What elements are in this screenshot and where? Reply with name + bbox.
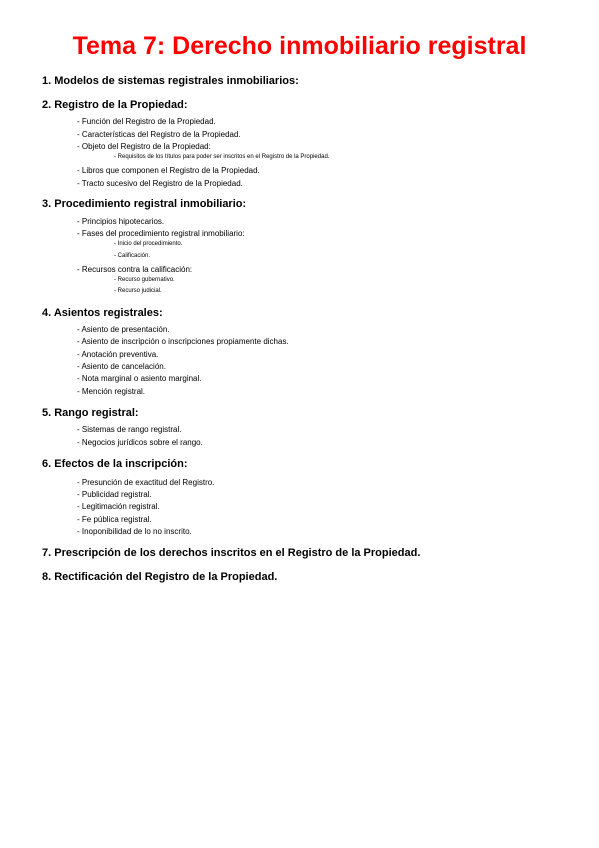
section-heading: 3. Procedimiento registral inmobiliario: xyxy=(42,198,247,210)
list-item: - Tracto sucesivo del Registro de la Propiedad. xyxy=(77,179,243,188)
list-item: - Asiento de presentación. xyxy=(77,325,170,334)
sub-list-item: - Recurso gubernativo. xyxy=(114,277,175,283)
list-item: - Negocios jurídicos sobre el rango. xyxy=(77,438,203,447)
sub-list-item: - Inicio del procedimiento. xyxy=(114,241,183,247)
list-item: - Recursos contra la calificación: xyxy=(77,265,193,274)
list-item: - Función del Registro de la Propiedad. xyxy=(77,117,216,126)
sub-list-item: - Calificación. xyxy=(114,253,151,259)
list-item: - Presunción de exactitud del Registro. xyxy=(77,478,215,487)
list-item: - Anotación preventiva. xyxy=(77,350,159,359)
section-heading: 5. Rango registral: xyxy=(42,407,139,419)
list-item: - Objeto del Registro de la Propiedad: xyxy=(77,142,211,151)
section-heading: 2. Registro de la Propiedad: xyxy=(42,99,188,111)
section-heading: 7. Prescripción de los derechos inscritos en el Registro de la Propiedad. xyxy=(42,547,421,559)
list-item: - Asiento de inscripción o inscripciones propiamente dichas. xyxy=(77,337,289,346)
list-item: - Inoponibilidad de lo no inscrito. xyxy=(77,527,192,536)
list-item: - Principios hipotecarios. xyxy=(77,217,165,226)
list-item: - Libros que componen el Registro de la Propiedad. xyxy=(77,166,260,175)
list-item: - Mención registral. xyxy=(77,387,146,396)
list-item: - Legitimación registral. xyxy=(77,502,160,511)
section-heading: 6. Efectos de la inscripción: xyxy=(42,458,188,470)
list-item: - Sistemas de rango registral. xyxy=(77,425,182,434)
list-item: - Asiento de cancelación. xyxy=(77,362,166,371)
section-heading: 4. Asientos registrales: xyxy=(42,307,163,319)
list-item: - Nota marginal o asiento marginal. xyxy=(77,374,202,383)
list-item: - Características del Registro de la Propiedad. xyxy=(77,130,241,139)
list-item: - Fe pública registral. xyxy=(77,515,152,524)
list-item: - Publicidad registral. xyxy=(77,490,152,499)
list-item: - Fases del procedimiento registral inmobiliario: xyxy=(77,229,245,238)
page-title: Tema 7: Derecho inmobiliario registral xyxy=(72,32,527,60)
sub-list-item: - Recurso judicial. xyxy=(114,288,162,294)
sub-list-item: - Requisitos de los títulos para poder ser inscritos en el Registro de la Propiedad. xyxy=(114,154,330,160)
section-heading: 1. Modelos de sistemas registrales inmobiliarios: xyxy=(42,75,299,87)
section-heading: 8. Rectificación del Registro de la Propiedad. xyxy=(42,571,278,583)
